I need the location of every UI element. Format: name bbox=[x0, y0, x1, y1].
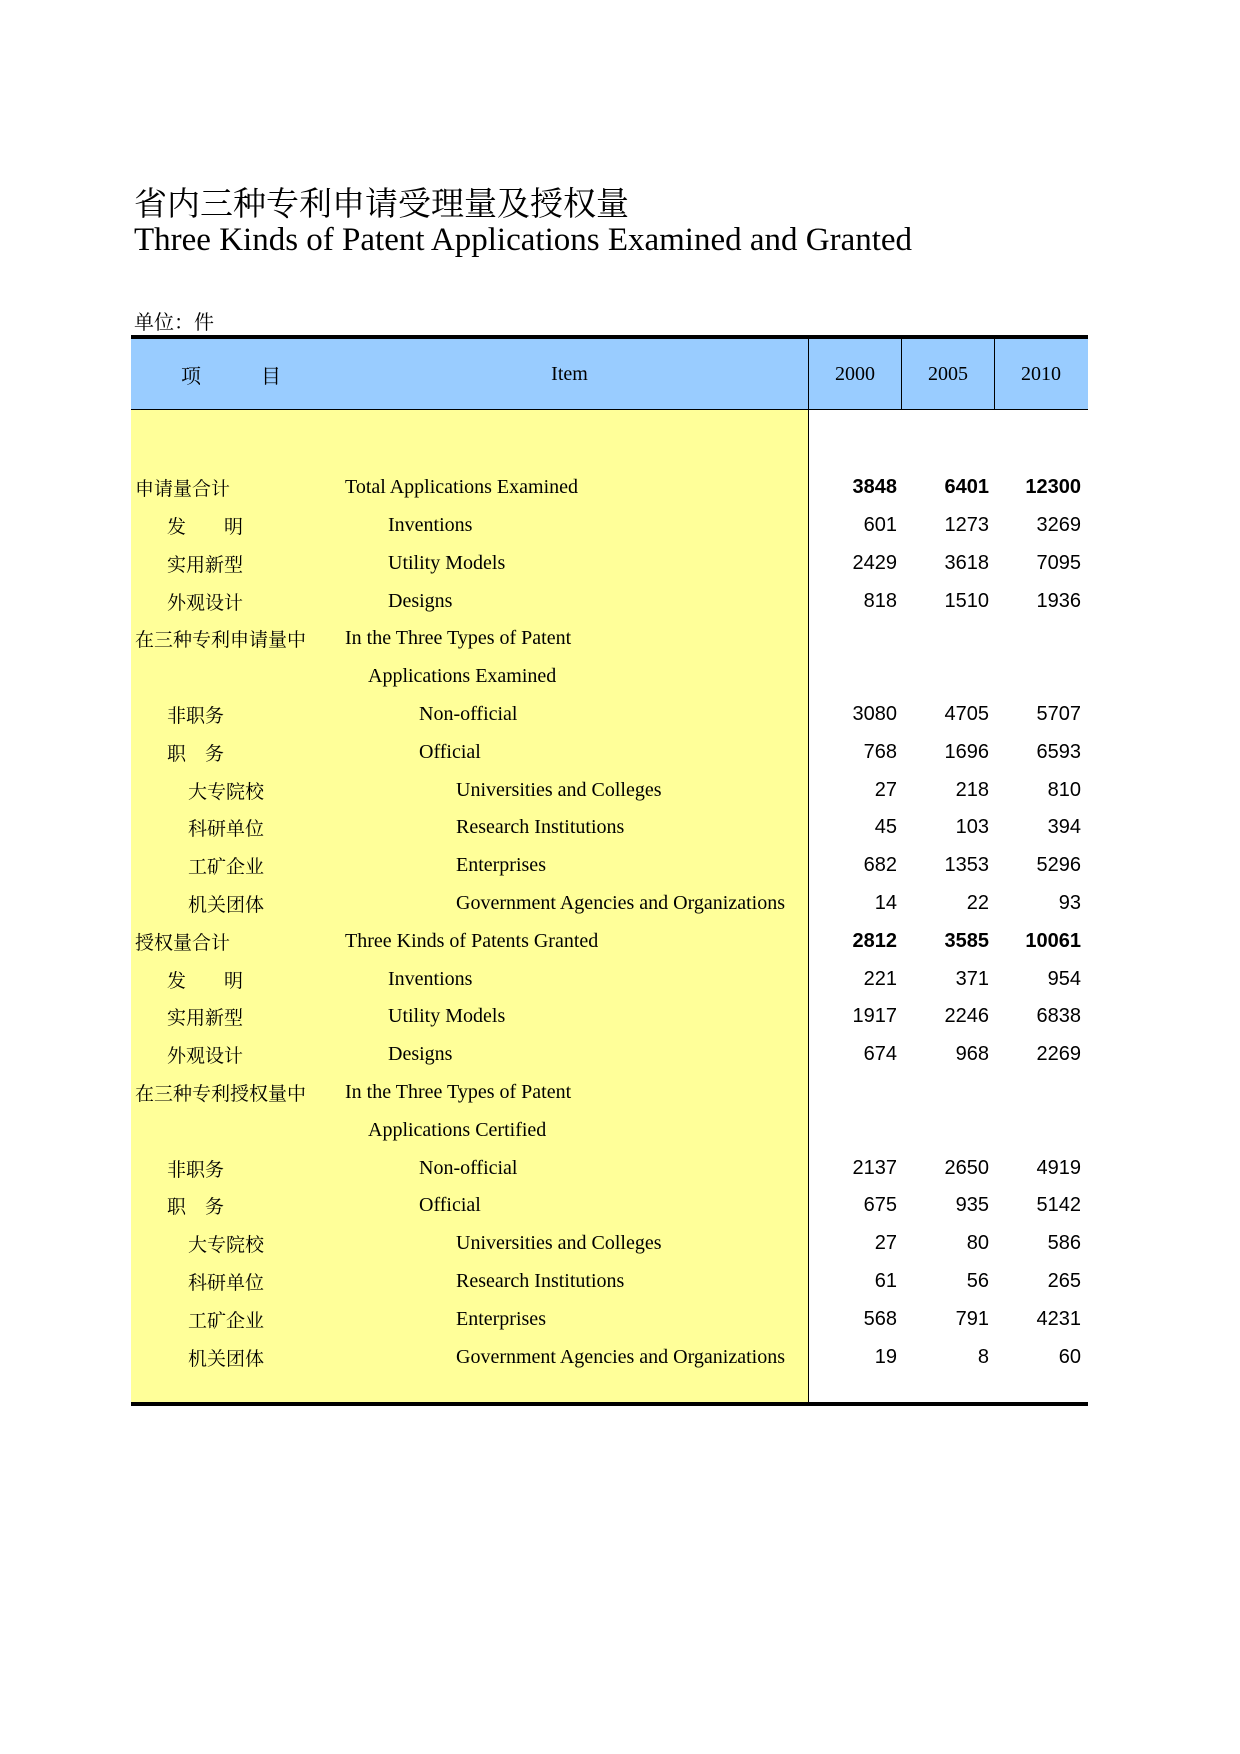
item-en: Non-official bbox=[419, 702, 518, 725]
table-row-label bbox=[131, 1074, 808, 1112]
item-cn: 工矿企业 bbox=[188, 1309, 265, 1332]
item-en: Utility Models bbox=[388, 1005, 506, 1028]
table-row-values bbox=[809, 1263, 1088, 1301]
cell-value: 3080 bbox=[852, 702, 897, 725]
cell-value: 954 bbox=[1047, 967, 1081, 990]
cell-value: 1510 bbox=[944, 589, 989, 612]
cell-value: 371 bbox=[955, 967, 989, 990]
cell-value: 674 bbox=[863, 1043, 897, 1066]
cell-value: 4705 bbox=[944, 702, 989, 725]
item-column bbox=[131, 410, 809, 1402]
header-year: 2010 bbox=[994, 339, 1087, 409]
item-cn: 外观设计 bbox=[167, 591, 244, 614]
cell-value: 5707 bbox=[1036, 702, 1081, 725]
item-cn: 机关团体 bbox=[188, 1347, 265, 1370]
item-en: Research Institutions bbox=[456, 816, 625, 839]
cell-value: 601 bbox=[863, 513, 897, 536]
table-row-label bbox=[131, 1149, 808, 1187]
title-chinese: 省内三种专利申请受理量及授权量 bbox=[134, 184, 629, 223]
cell-value: 768 bbox=[863, 740, 897, 763]
cell-value: 818 bbox=[863, 589, 897, 612]
item-cn: 申请量合计 bbox=[135, 478, 231, 501]
cell-value: 80 bbox=[966, 1232, 989, 1255]
table-row-label bbox=[131, 658, 808, 696]
item-en: Utility Models bbox=[388, 551, 506, 574]
table-row-values bbox=[809, 1036, 1088, 1074]
cell-value: 60 bbox=[1058, 1345, 1081, 1368]
cell-value: 12300 bbox=[1025, 476, 1081, 499]
item-en: Official bbox=[419, 1194, 481, 1217]
cell-value: 93 bbox=[1058, 891, 1081, 914]
table-row-label bbox=[131, 544, 808, 582]
cell-value: 1353 bbox=[944, 854, 989, 877]
table-row-values bbox=[809, 696, 1088, 734]
cell-value: 27 bbox=[874, 1232, 897, 1255]
cell-value: 2269 bbox=[1036, 1043, 1081, 1066]
cell-value: 682 bbox=[863, 854, 897, 877]
cell-value: 568 bbox=[863, 1307, 897, 1330]
item-en: Official bbox=[419, 740, 481, 763]
item-cn: 职 务 bbox=[167, 742, 225, 765]
item-en: In the Three Types of Patent bbox=[345, 627, 572, 650]
cell-value: 6593 bbox=[1036, 740, 1081, 763]
table-row-label bbox=[131, 431, 808, 469]
table-row-label bbox=[131, 733, 808, 771]
cell-value: 810 bbox=[1047, 778, 1081, 801]
table-row-values bbox=[809, 1187, 1088, 1225]
item-en: Three Kinds of Patents Granted bbox=[345, 929, 599, 952]
cell-value: 3269 bbox=[1036, 513, 1081, 536]
cell-value: 3618 bbox=[944, 551, 989, 574]
table-row-values bbox=[809, 1338, 1088, 1376]
table-row-label bbox=[131, 1225, 808, 1263]
item-en: Universities and Colleges bbox=[456, 1232, 662, 1255]
cell-value: 45 bbox=[874, 816, 897, 839]
table-row-label bbox=[131, 771, 808, 809]
cell-value: 935 bbox=[955, 1194, 989, 1217]
table-row-values bbox=[809, 469, 1088, 507]
item-cn: 在三种专利授权量中 bbox=[135, 1082, 307, 1105]
header-year: 2005 bbox=[901, 339, 994, 409]
item-cn: 工矿企业 bbox=[188, 856, 265, 879]
table-row-label bbox=[131, 960, 808, 998]
cell-value: 14 bbox=[874, 891, 897, 914]
item-cn: 发 明 bbox=[167, 969, 244, 992]
item-cn: 在三种专利申请量中 bbox=[135, 629, 307, 652]
cell-value: 8 bbox=[977, 1345, 989, 1368]
item-en: Inventions bbox=[388, 513, 473, 536]
item-en: Non-official bbox=[419, 1156, 518, 1179]
table-row-values bbox=[809, 507, 1088, 545]
item-en: Designs bbox=[388, 589, 453, 612]
table-row-values bbox=[809, 885, 1088, 923]
cell-value: 394 bbox=[1047, 816, 1081, 839]
item-en: Designs bbox=[388, 1043, 453, 1066]
cell-value: 2650 bbox=[944, 1156, 989, 1179]
cell-value: 4919 bbox=[1036, 1156, 1081, 1179]
item-en: Enterprises bbox=[456, 854, 546, 877]
cell-value: 22 bbox=[966, 891, 989, 914]
table-row-label bbox=[131, 582, 808, 620]
header-year: 2000 bbox=[808, 339, 901, 409]
cell-value: 4231 bbox=[1036, 1307, 1081, 1330]
cell-value: 1273 bbox=[944, 513, 989, 536]
table-row-values bbox=[809, 1300, 1088, 1338]
bottom-rule bbox=[131, 1402, 1088, 1406]
item-en: Applications Certified bbox=[368, 1118, 547, 1141]
cell-value: 968 bbox=[955, 1043, 989, 1066]
table-row-values bbox=[809, 922, 1088, 960]
item-cn: 非职务 bbox=[167, 1158, 225, 1181]
table-row-label bbox=[131, 1338, 808, 1376]
item-en: Enterprises bbox=[456, 1307, 546, 1330]
item-en: In the Three Types of Patent bbox=[345, 1080, 572, 1103]
value-columns bbox=[809, 410, 1088, 1402]
patent-table bbox=[131, 335, 1088, 1406]
table-row-values bbox=[809, 1111, 1088, 1149]
cell-value: 5142 bbox=[1036, 1194, 1081, 1217]
item-en: Applications Examined bbox=[368, 665, 557, 688]
cell-value: 56 bbox=[966, 1269, 989, 1292]
table-row-label bbox=[131, 998, 808, 1036]
cell-value: 27 bbox=[874, 778, 897, 801]
header-cn-2: 目 bbox=[261, 363, 281, 388]
cell-value: 7095 bbox=[1036, 551, 1081, 574]
item-cn: 科研单位 bbox=[188, 818, 265, 841]
item-en: Universities and Colleges bbox=[456, 778, 662, 801]
cell-value: 3848 bbox=[852, 476, 897, 499]
item-en: Government Agencies and Organizations bbox=[456, 1345, 785, 1368]
item-en: Research Institutions bbox=[456, 1269, 625, 1292]
header-item-en: Item bbox=[551, 362, 588, 385]
item-cn: 非职务 bbox=[167, 704, 225, 727]
item-en: Inventions bbox=[388, 967, 473, 990]
cell-value: 61 bbox=[874, 1269, 897, 1292]
table-row-label bbox=[131, 1263, 808, 1301]
cell-value: 218 bbox=[955, 778, 989, 801]
cell-value: 2246 bbox=[944, 1005, 989, 1028]
cell-value: 1917 bbox=[852, 1005, 897, 1028]
item-en: Total Applications Examined bbox=[345, 476, 578, 499]
cell-value: 6401 bbox=[944, 476, 989, 499]
cell-value: 5296 bbox=[1036, 854, 1081, 877]
table-row-values bbox=[809, 847, 1088, 885]
table-row-values bbox=[809, 771, 1088, 809]
table-row-values bbox=[809, 620, 1088, 658]
table-row-values bbox=[809, 733, 1088, 771]
table-row-values bbox=[809, 1149, 1088, 1187]
table-header bbox=[131, 339, 1088, 410]
item-cn: 大专院校 bbox=[188, 1234, 265, 1257]
cell-value: 19 bbox=[874, 1345, 897, 1368]
table-row-label bbox=[131, 696, 808, 734]
unit-label: 单位：件 bbox=[134, 310, 214, 334]
table-row-label bbox=[131, 1111, 808, 1149]
cell-value: 2137 bbox=[852, 1156, 897, 1179]
table-body bbox=[131, 410, 1088, 1402]
table-row-label bbox=[131, 1187, 808, 1225]
table-row-values bbox=[809, 809, 1088, 847]
table-row-values bbox=[809, 1074, 1088, 1112]
table-row-values bbox=[809, 582, 1088, 620]
header-item-cn bbox=[131, 339, 331, 409]
cell-value: 1696 bbox=[944, 740, 989, 763]
table-row-values bbox=[809, 960, 1088, 998]
item-cn: 科研单位 bbox=[188, 1271, 265, 1294]
table-row-label bbox=[131, 1300, 808, 1338]
item-en: Government Agencies and Organizations bbox=[456, 891, 785, 914]
cell-value: 10061 bbox=[1025, 929, 1081, 952]
cell-value: 791 bbox=[955, 1307, 989, 1330]
item-cn: 授权量合计 bbox=[135, 931, 231, 954]
item-cn: 大专院校 bbox=[188, 780, 265, 803]
table-row-label bbox=[131, 922, 808, 960]
table-row-values bbox=[809, 1225, 1088, 1263]
table-row-values bbox=[809, 544, 1088, 582]
header-cn-1: 项 bbox=[181, 363, 201, 388]
cell-value: 103 bbox=[955, 816, 989, 839]
cell-value: 265 bbox=[1047, 1269, 1081, 1292]
table-row-label bbox=[131, 507, 808, 545]
cell-value: 2429 bbox=[852, 551, 897, 574]
table-row-label bbox=[131, 847, 808, 885]
cell-value: 6838 bbox=[1036, 1005, 1081, 1028]
table-row-label bbox=[131, 620, 808, 658]
item-cn: 实用新型 bbox=[167, 553, 244, 576]
table-row-label bbox=[131, 885, 808, 923]
item-cn: 职 务 bbox=[167, 1196, 225, 1219]
item-cn: 发 明 bbox=[167, 515, 244, 538]
cell-value: 1936 bbox=[1036, 589, 1081, 612]
item-cn: 机关团体 bbox=[188, 893, 265, 916]
table-row-label bbox=[131, 809, 808, 847]
table-row-values bbox=[809, 998, 1088, 1036]
cell-value: 221 bbox=[863, 967, 897, 990]
cell-value: 2812 bbox=[852, 929, 897, 952]
table-row-values bbox=[809, 431, 1088, 469]
cell-value: 675 bbox=[863, 1194, 897, 1217]
table-row-values bbox=[809, 658, 1088, 696]
table-row-label bbox=[131, 469, 808, 507]
item-cn: 外观设计 bbox=[167, 1045, 244, 1068]
title-english: Three Kinds of Patent Applications Examined and Granted bbox=[134, 222, 913, 258]
cell-value: 3585 bbox=[944, 929, 989, 952]
table-row-label bbox=[131, 1036, 808, 1074]
item-cn: 实用新型 bbox=[167, 1007, 244, 1030]
cell-value: 586 bbox=[1047, 1232, 1081, 1255]
